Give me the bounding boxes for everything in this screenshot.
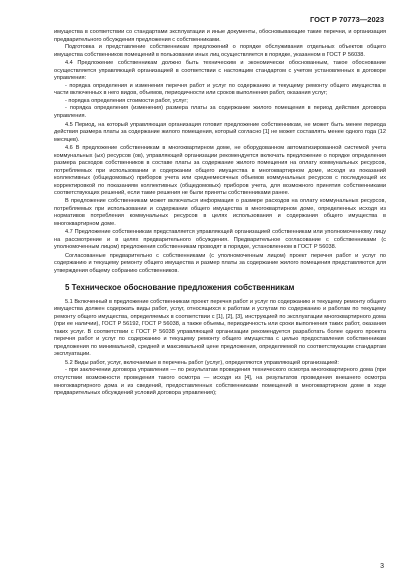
body-paragraph: Подготовка и представление собственникам предложений о порядке обслуживания отдельных объектов общего имущества собственников помещений в пользовании иных лиц осуществляется в порядке, указанном в ГОСТ Р 56038.	[54, 44, 386, 58]
list-item: - порядка определения (изменения) размера платы за содержание жилого помещения в период действия договора управления.	[54, 105, 386, 120]
list-item: - при заключении договора управления — по результатам проведения технического осмотра многоквартирного дома (при отсутствии возможности проведения такого осмотра — исходя из [4], на результатов проведения внешнего осмотра многоквартирного дома и из сведений, предоставленных собственниками помещений в многоквартирном доме в ходе предварительных обсуждений условий договора управления);	[54, 367, 386, 397]
clause-5-2: 5.2 Виды работ, услуг, включаемые в перечень работ (услуг), определяются управляющей организацией:	[65, 359, 339, 366]
standard-number: ГОСТ Р 70773—2023	[309, 15, 384, 24]
section-heading: 5 Техническое обоснование предложения собственникам	[65, 282, 295, 292]
clause-4-7: 4.7 Предложение собственникам представляется управляющей организацией собственникам или уполномоченному лицу на рассмотрение и в целях предварительного обсуждения. Предварительное согласование с собственниками (с уполномоченным лицом) предложения собственникам проводят в порядке, установленном в ГОСТ Р 56038.	[54, 229, 386, 251]
clause-4-4: 4.4 Предложение собственникам должно быть техническим и экономически обоснованным, такое обоснование осуществляется управляющей организацией в соответствии с настоящим стандартом с учетом установленных в договоре управления:	[54, 60, 386, 82]
document-body	[54, 29, 386, 398]
clause-4-5: 4.5 Период, на который управляющая организация готовит предложение собственникам, не может быть менее периода действия размера платы за содержание жилого помещения, который согласно [1] не может составлять менее одного года (12 месяцев).	[54, 121, 386, 143]
body-paragraph: имущества в соответствии со стандартами эксплуатации и иные документы, обосновывающие такие перечни, и организация предварительного обсуждения предложения с собственниками.	[54, 29, 386, 43]
body-paragraph: В предложение собственникам может включаться информация о размере расходов на оплату коммунальных ресурсов, потребляемых при использовании и содержании общего имущества в многоквартирном доме, определенных исходя из нормативов потребления коммунальных ресурсов в целях использования и содержания общего имущества в многоквартирном доме.	[54, 198, 386, 227]
page-number: 3	[380, 563, 384, 570]
clause-4-6: 4.6 В предложение собственникам в многоквартирном доме, не оборудованном автоматизированной системой учета коммунальных (ых) ресурсов (ов), управляющей организации рекомендуется включать предложение о порядке определения размера расходов собственников в составе платы за содержание жилого помещения на оплату коммунальных ресурсов, потребляемых при использовании и содержании общего имущества в многоквартирном доме, исходя из показаний коллективных (общедомовых) приборов учета или среднемесячных объемов коммунальных ресурсов с последующей их корректировкой по показаниям коллективных (общедомовых) приборов учета, для возможного принятия собственниками соответствующих решений, если такие решения не были приняты собственниками ранее.	[54, 145, 386, 197]
body-paragraph: Согласованные предварительно с собственниками (с уполномоченным лицом) проект перечня работ и услуг по содержанию и текущему ремонту общего имущества и размер платы за содержание жилого помещения представляются для утверждения общему собранию собственников.	[54, 252, 386, 274]
list-item: - порядка определения стоимости работ, услуг;	[65, 97, 188, 104]
list-item: - порядка определения и изменения перечня работ и услуг по содержанию и текущему ремонту общего имущества в части включенных в него видов, объемов, периодичности или сроков выполнения работ, оказания услуг;	[54, 82, 386, 97]
clause-5-1: 5.1 Включенный в предложение собственникам проект перечня работ и услуг по содержанию и текущему ремонту общего имущества должен содержать виды работ, услуг, относящихся к работам и услугам по содержанию и работам по текущему ремонту общего имущества, определяемых в соответствии с [1], [2], [3], инструкцией по эксплуатации многоквартирного дома (при ее наличии), ГОСТ Р 56192, ГОСТ Р 56038, а также объемы, периодичность или сроки выполнения таких работ, оказания таких услуг. В соответствии с ГОСТ Р 56038 управляющей организации рекомендуется разработать более одного проекта перечня работ и услуг по содержанию и текущему ремонту общего имущества с целью предоставления собственникам предложения по минимальной, средней и максимальной цене предложения, определяемой по соответствующим стандартам эксплуатации.	[54, 298, 386, 358]
